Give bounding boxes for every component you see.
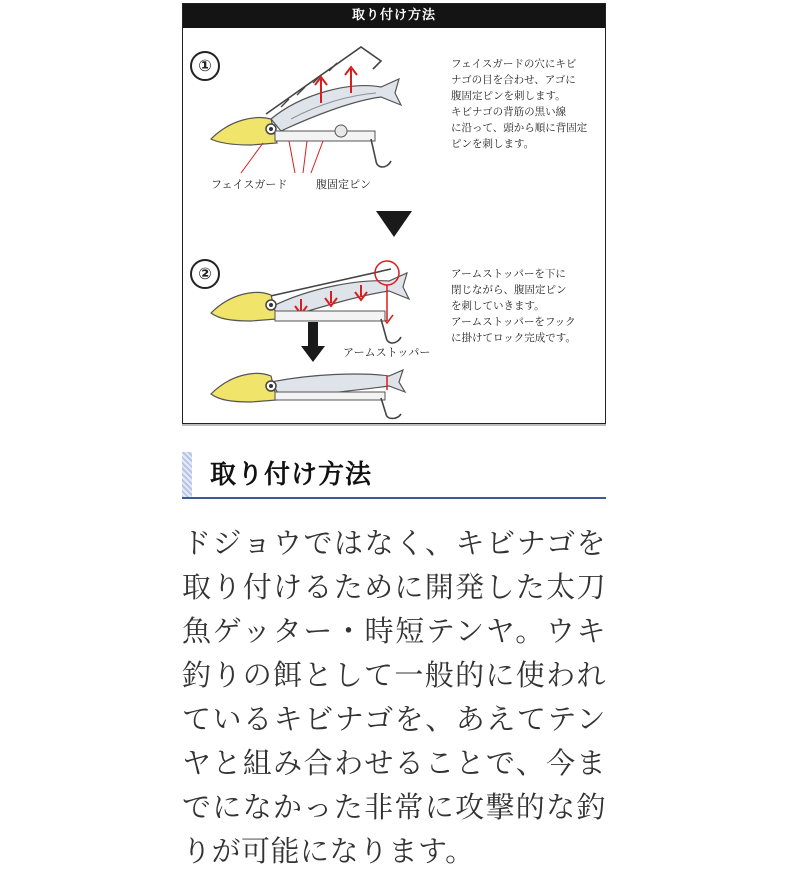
step-2-note: アームストッパーを下に 閉じながら、腹固定ピン を刺していきます。 アームストッパーをフック に掛けてロック完成です。	[451, 268, 576, 344]
step-1-illustration	[211, 39, 411, 169]
step-1-number: ①	[190, 51, 220, 81]
label-face-guard: フェイスガード	[211, 178, 288, 191]
title-underline	[182, 497, 606, 499]
step-1-note: フェイスガードの穴にキビ ナゴの目を合わせ、アゴに 腹固定ピンを刺します。 キビナゴの背筋の黒い線 に沿って、頭から順に背固定 ピンを刺します。	[451, 58, 588, 150]
panel-bottom-line	[182, 424, 606, 426]
label-arm-stopper: アームストッパー	[343, 346, 431, 359]
body-paragraph: ドジョウではなく、キビナゴを取り付けるために開発した太刀魚ゲッター・時短テンヤ。ウキ釣りの餌として一般的に使われているキビナゴを、あえてテンヤと組み合わせることで、今までになかった非常に攻撃的な釣りが可能になります。	[182, 526, 606, 868]
step-2-number: ②	[190, 259, 220, 289]
section-title-text: 取り付け方法	[210, 460, 373, 490]
down-triangle-icon	[376, 211, 412, 237]
down-arrow-icon	[301, 322, 325, 362]
label-belly-pin: 腹固定ピン	[316, 178, 371, 191]
title-accent-bar	[182, 452, 192, 498]
section-title	[182, 452, 606, 498]
step-2-result-illustration	[211, 360, 411, 422]
panel-header: 取り付け方法	[183, 4, 605, 28]
diagram-panel	[182, 3, 606, 424]
